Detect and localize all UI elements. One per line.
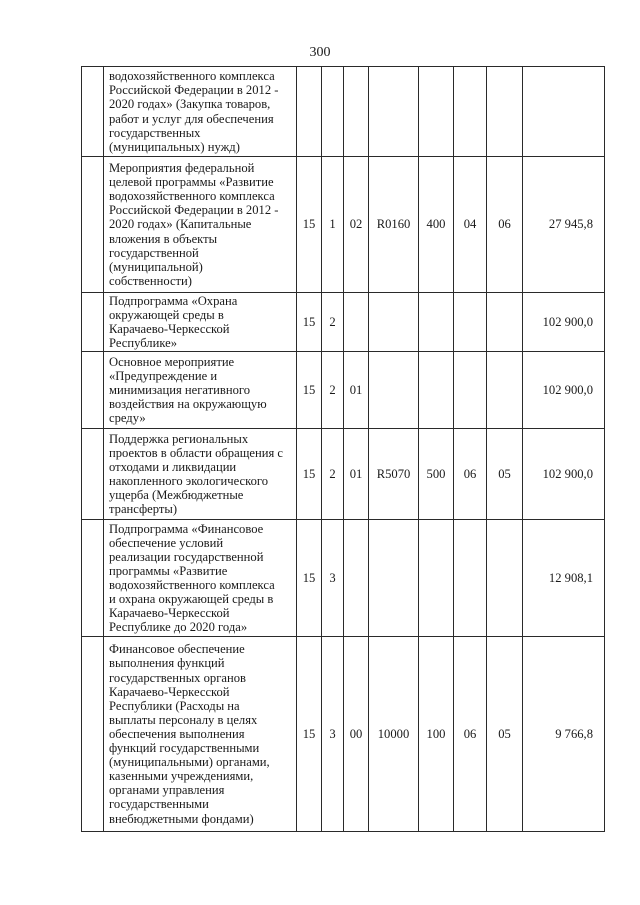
code-cell-c1: 15 [297, 293, 322, 352]
amount-cell [523, 67, 605, 157]
code-cell-c3: 02 [344, 157, 369, 293]
code-cell-c3: 01 [344, 352, 369, 429]
code-cell-c2: 2 [322, 293, 344, 352]
code-cell-c4 [369, 293, 419, 352]
code-cell-c2: 1 [322, 157, 344, 293]
code-cell-c3 [344, 520, 369, 637]
code-cell-c6: 04 [454, 157, 487, 293]
code-cell-c1 [297, 67, 322, 157]
table-row [82, 67, 605, 157]
code-cell-c7 [487, 352, 523, 429]
item-name: Мероприятия федеральной целевой программы «Развитие водохозяйственного комплекса Российской Федерации в 2012 - 2020 годах» (Капитальные вложения в объекты государственной (муниципальной) собственности) [109, 161, 279, 288]
code-cell-c1: 15 [297, 429, 322, 520]
row-index-cell [82, 67, 104, 157]
code-cell-c4: 10000 [369, 637, 419, 832]
amount-cell: 102 900,0 [523, 352, 605, 429]
table-row [82, 293, 605, 352]
code-cell-c7: 06 [487, 157, 523, 293]
amount-cell: 102 900,0 [523, 293, 605, 352]
item-name-cell [104, 520, 297, 637]
item-name: Основное мероприятие «Предупреждение и минимизация негативного воздействия на окружающую среду» [109, 354, 267, 426]
code-cell-c1: 15 [297, 157, 322, 293]
item-name: Подпрограмма «Финансовое обеспечение условий реализации государственной программы «Развитие водохозяйственного комплекса и охрана окружающей среды в Карачаево-Черкесской Республике до 2020 года» [109, 521, 275, 635]
code-cell-c2: 2 [322, 352, 344, 429]
row-index-cell [82, 429, 104, 520]
code-cell-c5: 400 [419, 157, 454, 293]
item-name-cell [104, 157, 297, 293]
code-cell-c6 [454, 520, 487, 637]
row-index-cell [82, 520, 104, 637]
row-index-cell [82, 637, 104, 832]
code-cell-c7 [487, 67, 523, 157]
item-name-cell [104, 429, 297, 520]
code-cell-c7 [487, 293, 523, 352]
code-cell-c3: 00 [344, 637, 369, 832]
code-cell-c2 [322, 67, 344, 157]
code-cell-c5 [419, 67, 454, 157]
item-name: водохозяйственного комплекса Российской Федерации в 2012 - 2020 годах» (Закупка товаров, работ и услуг для обеспечения государственных (муниципальных) нужд) [109, 69, 279, 154]
code-cell-c5 [419, 352, 454, 429]
code-cell-c2: 3 [322, 637, 344, 832]
budget-table-body [82, 67, 605, 832]
code-cell-c6 [454, 352, 487, 429]
amount-cell: 12 908,1 [523, 520, 605, 637]
code-cell-c5 [419, 520, 454, 637]
row-index-cell [82, 293, 104, 352]
budget-table [81, 66, 605, 832]
code-cell-c4: R5070 [369, 429, 419, 520]
code-cell-c2: 3 [322, 520, 344, 637]
code-cell-c6: 06 [454, 429, 487, 520]
code-cell-c5: 500 [419, 429, 454, 520]
code-cell-c4 [369, 520, 419, 637]
code-cell-c1: 15 [297, 637, 322, 832]
amount-cell: 102 900,0 [523, 429, 605, 520]
code-cell-c4 [369, 352, 419, 429]
code-cell-c3: 01 [344, 429, 369, 520]
item-name: Финансовое обеспечение выполнения функций государственных органов Карачаево-Черкесской Республики (Расходы на выплаты персоналу в целях обеспечения выполнения функций государственными (муниципальными) органами, казенными учреждениями, органами управления государственными внебюджетными фондами) [109, 642, 270, 826]
amount-cell: 27 945,8 [523, 157, 605, 293]
code-cell-c7: 05 [487, 637, 523, 832]
code-cell-c7 [487, 520, 523, 637]
page-number: 300 [309, 45, 331, 60]
code-cell-c3 [344, 293, 369, 352]
item-name-cell [104, 67, 297, 157]
code-cell-c6 [454, 67, 487, 157]
code-cell-c5 [419, 293, 454, 352]
table-row [82, 637, 605, 832]
code-cell-c7: 05 [487, 429, 523, 520]
amount-cell: 9 766,8 [523, 637, 605, 832]
table-row [82, 520, 605, 637]
item-name: Подпрограмма «Охрана окружающей среды в Карачаево-Черкесской Республике» [109, 293, 238, 351]
item-name-cell [104, 293, 297, 352]
code-cell-c5: 100 [419, 637, 454, 832]
item-name-cell [104, 637, 297, 832]
code-cell-c1: 15 [297, 520, 322, 637]
table-row [82, 352, 605, 429]
code-cell-c2: 2 [322, 429, 344, 520]
code-cell-c6 [454, 293, 487, 352]
item-name: Поддержка региональных проектов в области обращения с отходами и ликвидации накопленного экологического ущерба (Межбюджетные трансферты) [109, 431, 283, 517]
code-cell-c6: 06 [454, 637, 487, 832]
table-row [82, 429, 605, 520]
code-cell-c4 [369, 67, 419, 157]
row-index-cell [82, 157, 104, 293]
code-cell-c1: 15 [297, 352, 322, 429]
code-cell-c3 [344, 67, 369, 157]
row-index-cell [82, 352, 104, 429]
item-name-cell [104, 352, 297, 429]
code-cell-c4: R0160 [369, 157, 419, 293]
table-row [82, 157, 605, 293]
